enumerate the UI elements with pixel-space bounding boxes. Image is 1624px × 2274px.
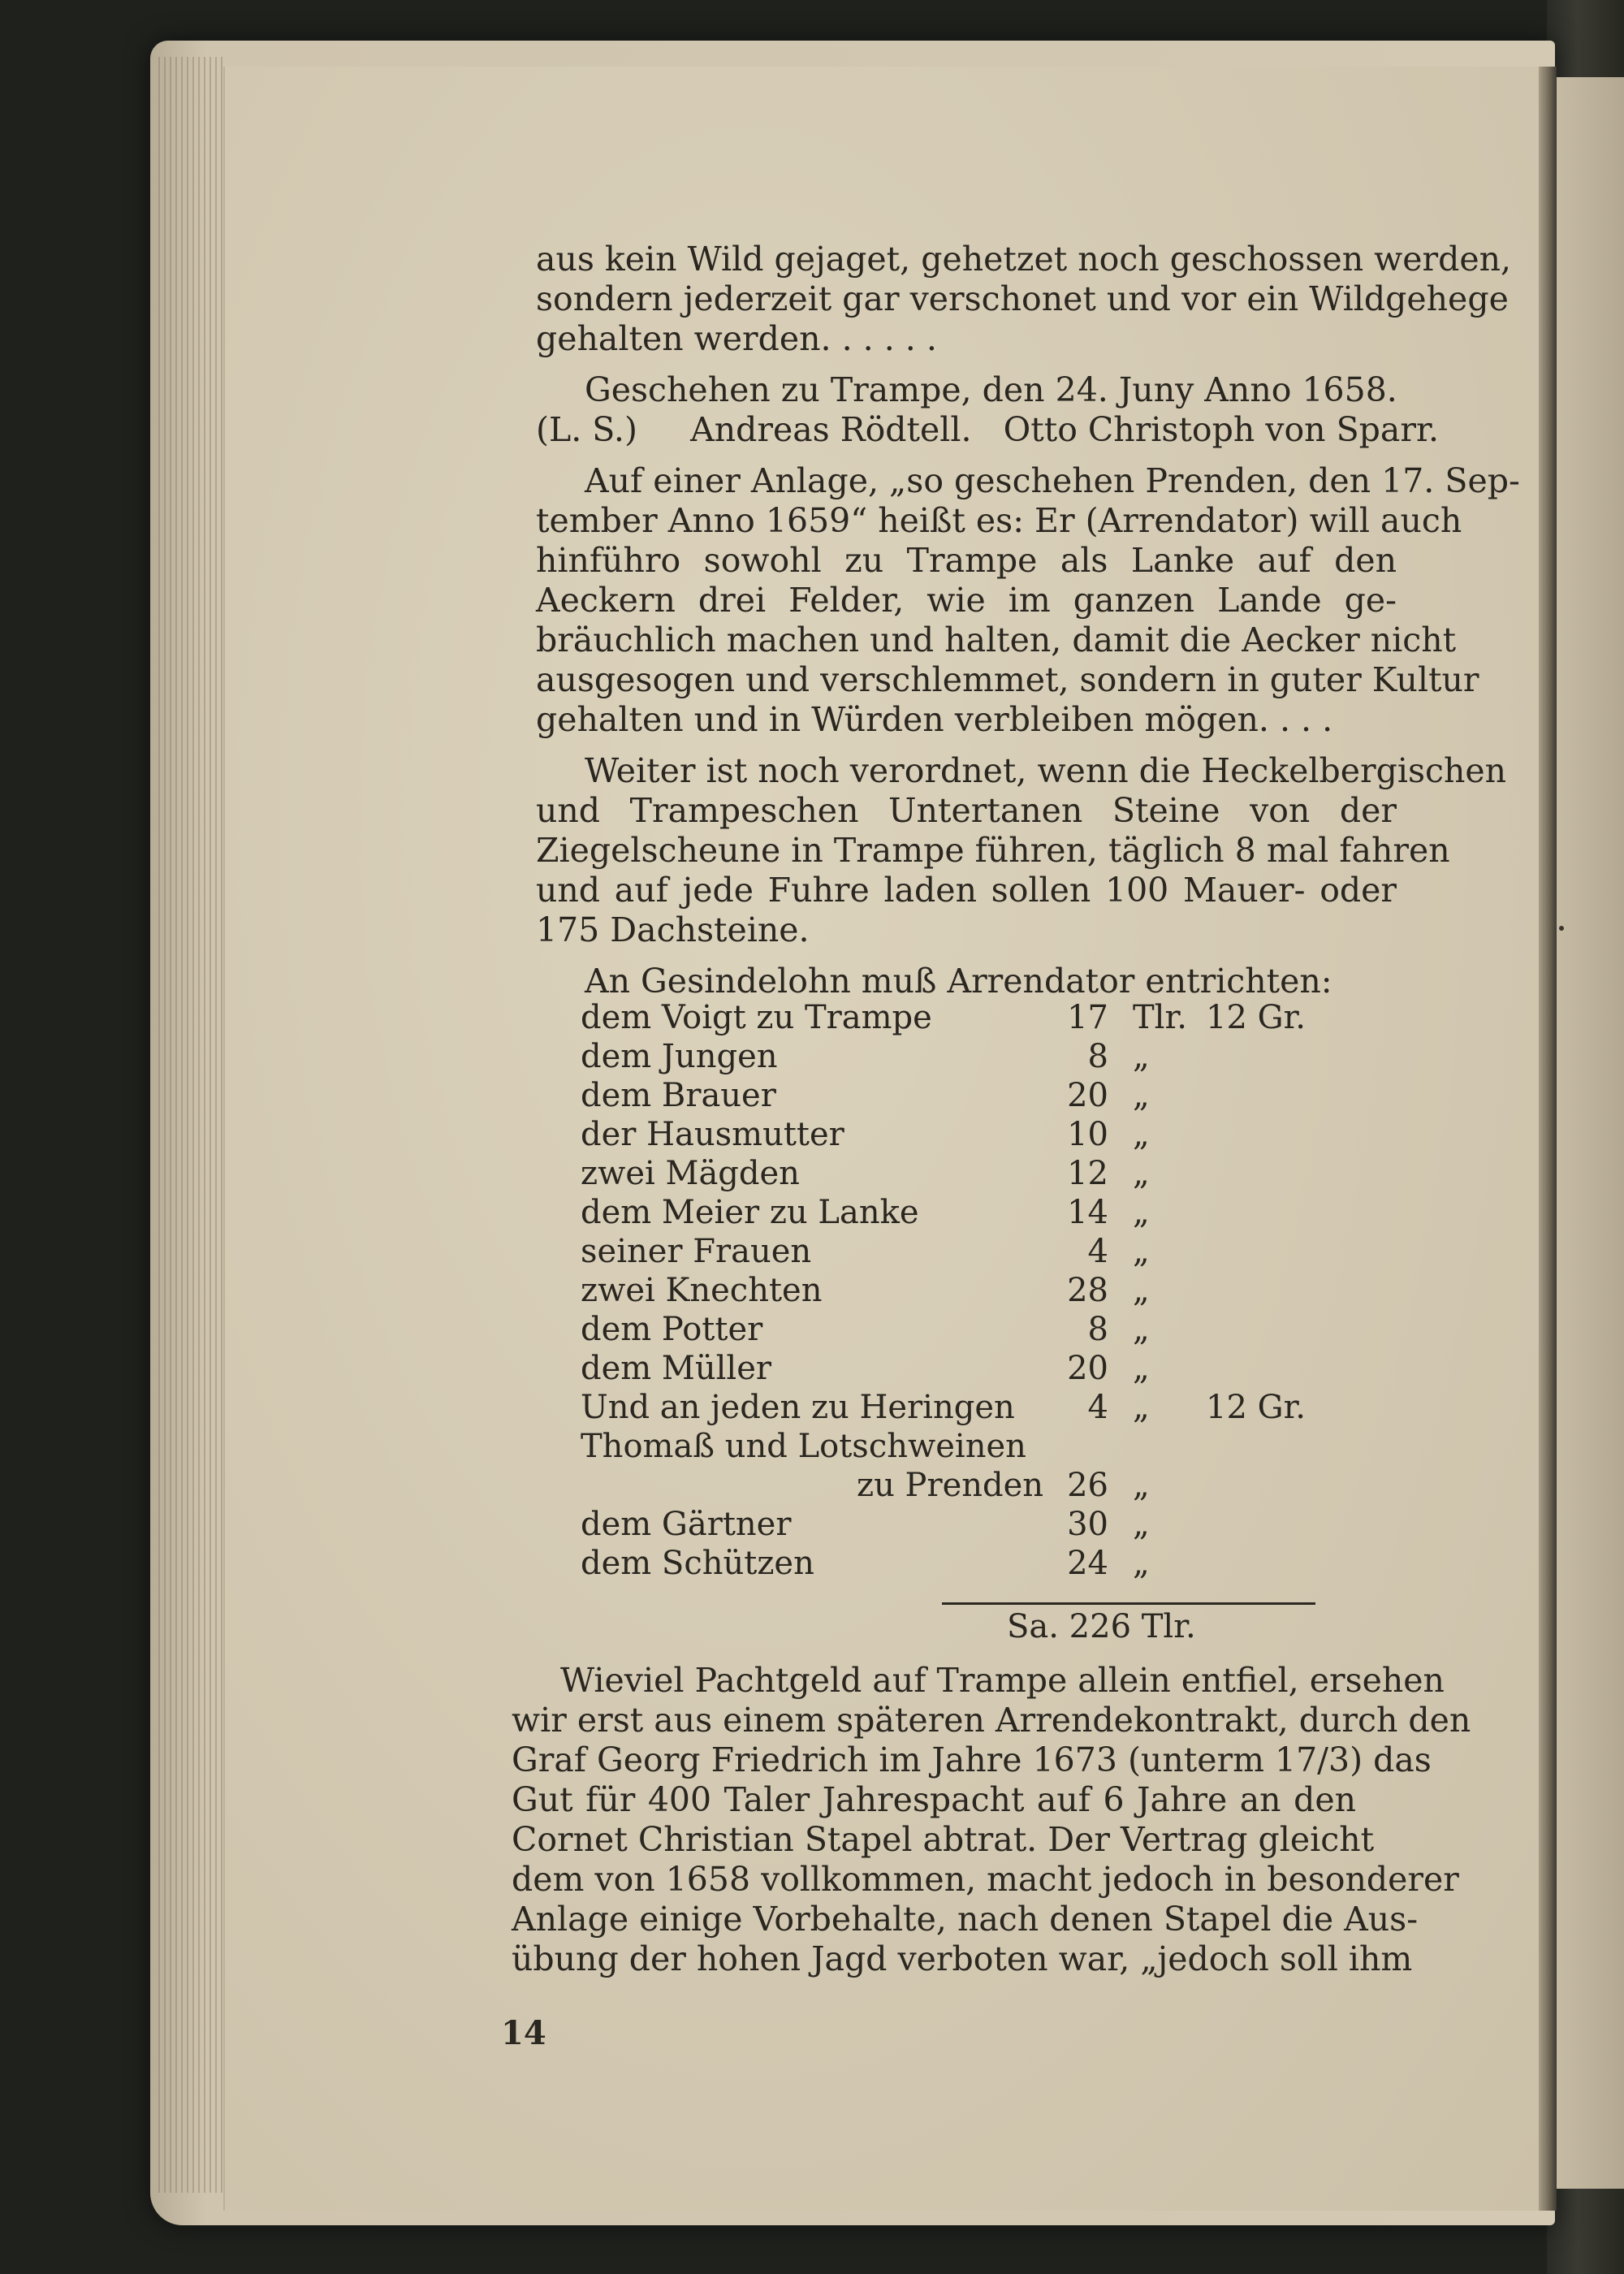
wage-amount: 4	[1087, 1389, 1108, 1426]
text-line: Gut für 400 Taler Jahrespacht auf 6 Jahre an den	[512, 1780, 1356, 1819]
recipient-label: dem Meier zu Lanke	[581, 1194, 919, 1231]
wage-amount: 20	[1067, 1077, 1108, 1114]
text-line: dem von 1658 vollkommen, macht jedoch in besonderer	[512, 1860, 1459, 1899]
table-row	[581, 1116, 1328, 1155]
paragraph-2	[536, 370, 1440, 450]
recipient-label: dem Schützen	[581, 1545, 814, 1582]
text-line: Graf Georg Friedrich im Jahre 1673 (unterm 17/3) das	[512, 1740, 1432, 1779]
text-line: Weiter ist noch verordnet, wenn die Heckelbergischen	[585, 751, 1507, 790]
wage-amount: 14	[1067, 1194, 1108, 1231]
table-row	[581, 1194, 1328, 1233]
wage-unit: „	[1133, 1155, 1150, 1192]
wage-unit: „	[1133, 1272, 1150, 1309]
wage-unit: „	[1133, 1545, 1150, 1582]
table-row	[581, 1155, 1328, 1194]
recipient-label: seiner Frauen	[581, 1233, 812, 1270]
recipient-label: der Hausmutter	[581, 1116, 844, 1153]
text-line: Cornet Christian Stapel abtrat. Der Vertrag gleicht	[512, 1820, 1375, 1859]
wage-amount: 12	[1067, 1155, 1108, 1192]
recipient-label: zwei Mägden	[581, 1155, 800, 1192]
wage-amount: 20	[1067, 1350, 1108, 1387]
wage-unit: Tlr.	[1133, 999, 1187, 1036]
paragraph-4	[536, 751, 1507, 950]
wage-amount: 24	[1067, 1545, 1108, 1582]
wage-unit: „	[1133, 1506, 1150, 1543]
text-line: Anlage einige Vorbehalte, nach denen Stapel die Aus-	[512, 1900, 1419, 1939]
text-line: 175 Dachsteine.	[536, 910, 810, 949]
wage-amount: 10	[1067, 1116, 1108, 1153]
facing-page-edge	[1557, 77, 1624, 2189]
wage-unit: „	[1133, 1350, 1150, 1387]
text-line: Wieviel Pachtgeld auf Trampe allein entfiel, ersehen	[560, 1661, 1445, 1700]
wage-unit: „	[1133, 1467, 1150, 1504]
table-row	[581, 1038, 1328, 1077]
table-row	[581, 999, 1328, 1038]
paragraph-3	[536, 461, 1520, 740]
main-text	[536, 240, 1520, 1001]
recipient-label-continued: zu Prenden	[857, 1467, 1044, 1504]
table-row	[581, 1467, 1328, 1506]
text-line: gehalten und in Würden verbleiben mögen. . . .	[536, 700, 1333, 739]
continuation-text	[512, 1661, 1471, 1979]
text-line: An Gesindelohn muß Arrendator entrichten:	[585, 962, 1332, 1001]
wage-unit: „	[1133, 1116, 1150, 1153]
table-row	[581, 1545, 1328, 1584]
wage-amount: 26	[1067, 1467, 1108, 1504]
recipient-label: Und an jeden zu Heringen	[581, 1389, 1015, 1426]
table-row	[581, 1272, 1328, 1311]
recipient-label: dem Müller	[581, 1350, 772, 1387]
recipient-label: zwei Knechten	[581, 1272, 823, 1309]
recipient-label: dem Voigt zu Trampe	[581, 999, 932, 1036]
table-row	[581, 1389, 1328, 1428]
wage-unit: „	[1133, 1311, 1150, 1348]
table-row	[581, 1350, 1328, 1389]
text-line: Geschehen zu Trampe, den 24. Juny Anno 1658.	[585, 370, 1397, 409]
wage-unit: „	[1133, 1233, 1150, 1270]
text-line: hinführo sowohl zu Trampe als Lanke auf den	[536, 541, 1397, 580]
wage-amount: 30	[1067, 1506, 1108, 1543]
page-number: 14	[501, 2014, 546, 2052]
text-line: Ziegelscheune in Trampe führen, täglich 8 mal fahren	[536, 831, 1450, 870]
wage-amount: 4	[1087, 1233, 1108, 1270]
text-line: und auf jede Fuhre laden sollen 100 Mauer- oder	[536, 871, 1397, 910]
page-edges	[158, 57, 223, 2193]
paragraph-1	[536, 240, 1512, 359]
wage-unit: „	[1133, 1077, 1150, 1114]
wage-amount: 17	[1067, 999, 1108, 1036]
wage-unit: „	[1133, 1038, 1150, 1075]
text-line: ausgesogen und verschlemmet, sondern in guter Kultur	[536, 660, 1479, 699]
table-row	[581, 1311, 1328, 1350]
signature-line: (L. S.) Andreas Rödtell. Otto Christoph von Sparr.	[536, 410, 1440, 449]
text-line: tember Anno 1659“ heißt es: Er (Arrendator) will auch	[536, 501, 1462, 540]
recipient-label: dem Gärtner	[581, 1506, 792, 1543]
wage-unit: „	[1133, 1389, 1150, 1426]
wage-unit: „	[1133, 1194, 1150, 1231]
text-line: bräuchlich machen und halten, damit die Aecker nicht	[536, 620, 1457, 659]
book-gutter	[1539, 67, 1557, 2211]
recipient-label: Thomaß und Lotschweinen	[581, 1428, 1026, 1465]
table-row	[581, 1428, 1328, 1467]
table-row	[581, 1077, 1328, 1116]
paragraph-5	[536, 962, 1397, 1001]
text-line: übung der hohen Jagd verboten war, „jedoch soll ihm	[512, 1939, 1413, 1978]
text-line: aus kein Wild gejaget, gehetzet noch geschossen werden,	[536, 240, 1512, 279]
wage-amount: 8	[1087, 1038, 1108, 1075]
recipient-label: dem Brauer	[581, 1077, 776, 1114]
wage-extra: 12 Gr.	[1206, 999, 1307, 1036]
wage-amount: 28	[1067, 1272, 1108, 1309]
text-line: Aeckern drei Felder, wie im ganzen Lande ge-	[536, 581, 1397, 620]
text-line: und Trampeschen Untertanen Steine von der	[536, 791, 1397, 830]
text-line: sondern jederzeit gar verschonet und vor ein Wildgehege	[536, 279, 1509, 318]
text-line: gehalten werden. . . . . .	[536, 319, 937, 358]
paper-spot	[1559, 926, 1564, 931]
table-row	[581, 1506, 1328, 1545]
wage-amount: 8	[1087, 1311, 1108, 1348]
wage-table	[581, 999, 1328, 1584]
table-row	[581, 1233, 1328, 1272]
text-line: Auf einer Anlage, „so geschehen Prenden, den 17. Sep-	[585, 461, 1520, 500]
sum-rule	[942, 1602, 1315, 1605]
wage-sum: Sa. 226 Tlr.	[1007, 1608, 1196, 1645]
text-line: wir erst aus einem späteren Arrendekontrakt, durch den	[512, 1701, 1471, 1740]
wage-extra: 12 Gr.	[1206, 1389, 1307, 1426]
recipient-label: dem Jungen	[581, 1038, 778, 1075]
recipient-label: dem Potter	[581, 1311, 763, 1348]
